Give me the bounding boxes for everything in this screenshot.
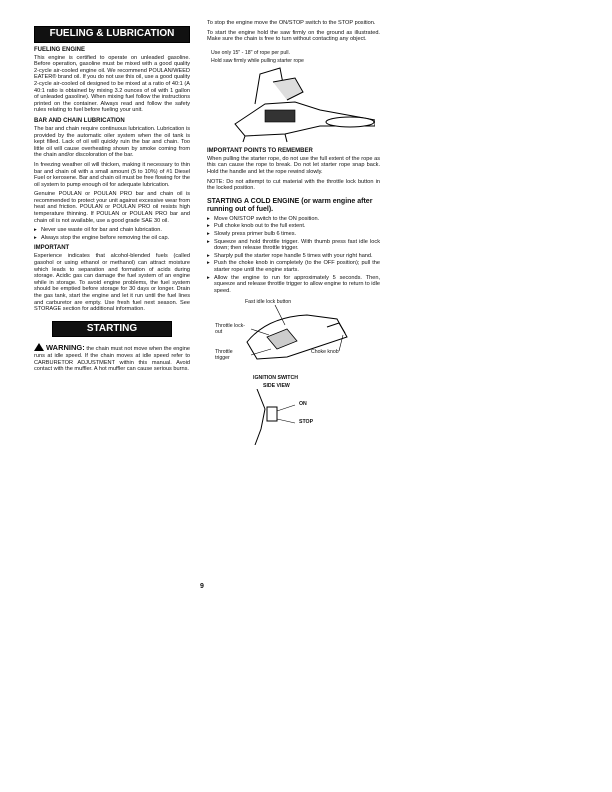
ignition-switch-drawing xyxy=(251,389,331,445)
stop-text: To stop the engine move the ON/STOP switch to the STOP position. xyxy=(207,20,376,26)
cold-step: ▸ Slowly press primer bulb 6 times. xyxy=(214,231,380,238)
throttle-illustration xyxy=(207,297,380,369)
right-column xyxy=(207,20,380,451)
cold-step: ▸ Push the choke knob in completely (to the OFF position); pull the starter rope until the engine starts. xyxy=(214,260,380,273)
warning-paragraph xyxy=(34,343,190,372)
section-header-fueling: FUELING & LUBRICATION xyxy=(34,26,190,43)
fig-on-label: ON xyxy=(299,401,307,408)
remember-text: When pulling the starter rope, do not use the full extent of the rope as this can cause the rope to break. Do not let starter rope snap back. Hold the handle and let the rope rewind slowly. xyxy=(207,155,380,175)
important-text: Experience indicates that alcohol-blended fuels (called gasohol or using ethanol or methanol) can attract moisture which leads to separation and formation of acids during storage. Acidic gas can damage the fuel system of an engine while in storage. To avoid engine problems, the fuel system should be emptied before storage for 30 days or longer. Drain the gas tank, start the engine and let it run until the fuel lines and carburetor are empty. Use fresh fuel next season. See STORAGE section for additional information. xyxy=(34,253,190,313)
fig-stop-label: STOP xyxy=(299,419,314,426)
cold-start-steps xyxy=(207,216,380,295)
warning-label: WARNING: xyxy=(46,343,85,353)
chainsaw-start-drawing xyxy=(225,64,375,144)
bar-text-2: In freezing weather oil will thicken, making it necessary to thin bar and chain oil with a small amount (5 to 10%) of #1 Diesel Fuel or kerosene. Bar and chain oil must be free flowing for the oil system to pump enough oil for adequate lubrication. xyxy=(34,161,190,188)
cold-step: ▸ Squeeze and hold throttle trigger. With thumb press fast idle lock down; then release throttle trigger. xyxy=(214,239,380,252)
fueling-title: FUELING ENGINE xyxy=(34,46,86,53)
fig-ignition-switch: IGNITION SWITCH xyxy=(253,375,298,382)
bar-bullet: ▸ Never use waste oil for bar and chain lubrication. xyxy=(41,227,190,234)
remember-title: IMPORTANT POINTS TO REMEMBER xyxy=(207,147,313,154)
starting-illustration xyxy=(207,46,380,142)
left-column xyxy=(34,26,190,376)
bar-lubrication-title: BAR AND CHAIN LUBRICATION xyxy=(34,117,125,124)
cold-start-title: STARTING A COLD ENGINE (or warm engine after running out of fuel). xyxy=(207,197,373,213)
bar-bullet: ▸ Always stop the engine before removing the oil cap. xyxy=(41,235,190,242)
note-text: NOTE: Do not attempt to cut material with the throttle lock button in the locked position. xyxy=(207,178,380,192)
rope-note-2: Hold saw firmly while pulling starter rope xyxy=(211,57,304,64)
throttle-handle-drawing xyxy=(227,297,367,367)
rope-note-1: Use only 15" - 18" of rope per pull. xyxy=(211,49,290,56)
warning-icon xyxy=(34,343,44,351)
ignition-illustration xyxy=(207,375,380,445)
cold-step: ▸ Pull choke knob out to the full extent. xyxy=(214,223,380,230)
fig-throttle-trigger: Throttle trigger xyxy=(215,349,233,362)
bar-text-3: Genuine POULAN or POULAN PRO bar and chain oil is recommended to protect your unit against excessive wear from heat and friction. POULAN or POULAN PRO oil resists high temperature thinning. If POULAN or POULAN PRO bar and chain oil is not available, use a good grade SAE 30 oil. xyxy=(34,191,190,224)
section-header-starting: STARTING xyxy=(52,321,172,338)
cold-step: ▸ Allow the engine to run for approximately 5 seconds. Then, squeeze and release throttle trigger to allow engine to return to idle speed. xyxy=(214,275,380,295)
fig-throttle-lockout: Throttle lock-out xyxy=(215,323,245,336)
fueling-text: This engine is certified to operate on unleaded gasoline. Before operation, gasoline must be mixed with a good quality 2-cycle air-cooled engine oil. We recommend POULAN/WEED EATER® brand oil. If you do not use this oil, use a good quality 2-cycle air-cooled oil designed to be mixed at a ratio of 40:1 (A 40:1 ratio is obtained by mixing 3.2 ounces of oil with 1 gallon of unleaded gasoline). When mixing fuel follow the instructions printed on the container. Always read and follow the safety rules relating to fuel before fueling your unit. xyxy=(34,54,190,114)
fig-fast-idle: Fast idle lock button xyxy=(245,299,292,306)
cold-step: ▸ Sharply pull the starter rope handle 5 times with your right hand. xyxy=(214,253,380,260)
start-text: To start the engine hold the saw firmly on the ground as illustrated. Make sure the chain is free to turn without contacting any object. xyxy=(207,29,380,43)
fig-choke-knob: Choke knob xyxy=(311,349,339,356)
bar-bullets xyxy=(34,227,190,241)
bar-text-1: The bar and chain require continuous lubrication. Lubrication is provided by the automatic oiler system when the oil tank is kept filled. Lack of oil will quickly ruin the bar and chain. Too little oil will cause overheating shown by smoke coming from the chain and/or discoloration of the bar. xyxy=(34,125,190,159)
important-title: IMPORTANT xyxy=(34,245,70,252)
warning-text: the chain must not move when the engine runs at idle speed. If the chain moves at idle speed refer to CARBURETOR ADJUSTMENT within this manual. Avoid contact with the muffler. A hot muffler can cause serious burns. xyxy=(34,346,190,373)
fig-side-view: SIDE VIEW xyxy=(263,383,290,390)
page-number: 9 xyxy=(200,583,204,590)
cold-step: ▸ Move ON/STOP switch to the ON position. xyxy=(214,216,380,223)
